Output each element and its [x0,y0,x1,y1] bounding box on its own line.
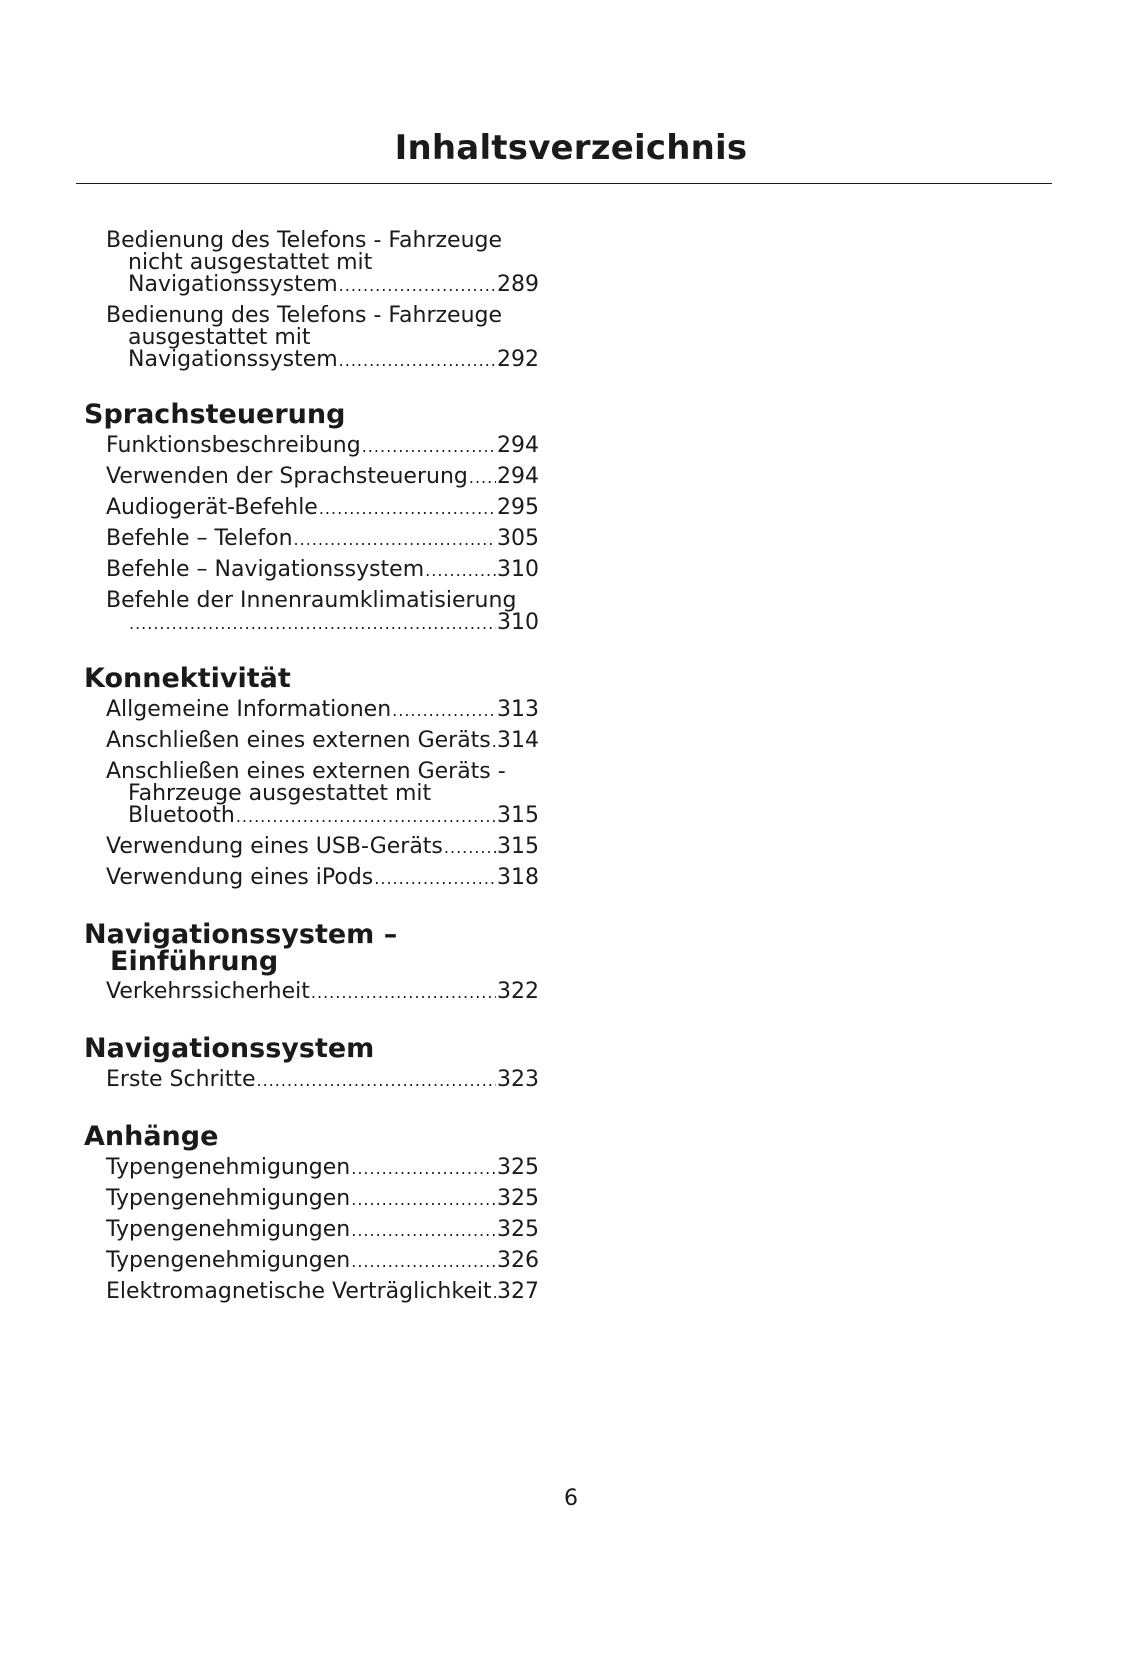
toc-entry-page: 325 [497,1217,539,1242]
toc-entry[interactable] [84,761,539,828]
toc-entry[interactable] [84,590,539,635]
toc-section-navigationssystem-einfuehrung [84,921,539,1004]
leader-dots [425,560,496,582]
section-heading: Konnektivität [84,663,291,694]
toc-entry[interactable] [84,466,539,489]
leader-dots [351,1189,496,1211]
toc-entry-page: 305 [497,526,539,551]
toc-entry[interactable] [84,1188,539,1211]
toc-entry[interactable] [84,435,539,458]
leader-dots [129,613,496,635]
leader-dots [444,837,496,859]
toc-entry[interactable] [84,497,539,520]
toc-entry[interactable] [84,1281,539,1304]
leader-dots [351,1220,496,1242]
page-title: Inhaltsverzeichnis [394,128,748,168]
toc-entry-label-line: Fahrzeuge ausgestattet mit [128,781,432,806]
toc-section-navigationssystem [84,1035,539,1092]
toc-entry-page: 325 [497,1186,539,1211]
toc-entry-page: 310 [497,610,539,635]
toc-entry-label-line: Anschließen eines externen Geräts - [106,759,506,784]
leader-dots [236,806,496,828]
toc-entry-label: Verwendung eines iPods [106,865,374,890]
toc-entry-page: 322 [497,979,539,1004]
toc-section-konnektivitaet [84,665,539,890]
leader-dots [493,1282,496,1304]
toc-entry-label: Verwenden der Sprachsteuerung [106,464,468,489]
toc-entry-label: Anschließen eines externen Geräts [106,728,491,753]
toc-entry-page: 315 [497,834,539,859]
toc-entry-label: Befehle – Telefon [106,526,293,551]
toc-entry-page: 295 [497,495,539,520]
toc-entry[interactable] [84,1157,539,1180]
section-heading: Navigationssystem [84,1033,375,1064]
toc-entry-page: 313 [497,697,539,722]
toc-entry-page: 318 [497,865,539,890]
toc-section-sprachsteuerung [84,401,539,635]
leader-dots [469,467,496,489]
toc-entry-label: Navigationssystem [128,347,338,372]
toc-entry-label: Befehle – Navigationssystem [106,557,425,582]
leader-dots [319,498,496,520]
toc-entry-label: Elektromagnetische Verträglichkeit [106,1279,492,1304]
toc-entry-label-line: ausgestattet mit [128,325,311,350]
leader-dots [339,275,496,297]
toc-entry-page: 292 [497,347,539,372]
toc-entry-page: 315 [497,803,539,828]
leader-dots [392,700,496,722]
page-number: 6 [564,1486,578,1511]
toc-entry-label: Allgemeine Informationen [106,697,392,722]
toc-entry-page: 314 [497,728,539,753]
leader-dots [339,350,496,372]
leader-dots [374,868,496,890]
toc-entry-label: Typengenehmigungen [106,1217,351,1242]
section-heading: Anhänge [84,1121,219,1152]
toc-entry-page: 310 [497,557,539,582]
toc-entry-page: 326 [497,1248,539,1273]
toc-entry[interactable] [84,730,539,753]
toc-entry-label: Typengenehmigungen [106,1155,351,1180]
toc-entry-page: 323 [497,1067,539,1092]
toc-entry-label: Verkehrssicherheit [106,979,310,1004]
leader-dots [257,1070,496,1092]
toc-entry-page: 294 [497,433,539,458]
toc-entry-label: Funktionsbeschreibung [106,433,361,458]
leader-dots [351,1251,496,1273]
toc-entry-telefon-mit-navi[interactable] [84,305,539,372]
toc-entry[interactable] [84,699,539,722]
toc-entry[interactable] [84,836,539,859]
leader-dots [311,982,496,1004]
leader-dots [362,436,496,458]
toc-entry-label: Typengenehmigungen [106,1248,351,1273]
toc-entry[interactable] [84,559,539,582]
toc-entry[interactable] [84,1069,539,1092]
toc-entry[interactable] [84,981,539,1004]
toc-entry-label: Befehle der Innenraumklimatisierung [106,588,517,613]
leader-dots [351,1158,496,1180]
table-of-contents [84,230,539,1304]
leader-dots [492,731,496,753]
leader-dots [294,529,496,551]
toc-entry[interactable] [84,867,539,890]
toc-entry-page: 325 [497,1155,539,1180]
toc-entry-telefon-ohne-navi[interactable] [84,230,539,297]
toc-entry-label: Verwendung eines USB-Geräts [106,834,443,859]
toc-entry-label-line: nicht ausgestattet mit [128,250,373,275]
section-heading: Sprachsteuerung [84,399,346,430]
toc-entry-page: 327 [497,1279,539,1304]
toc-entry-label-line: Bluetooth [128,803,235,828]
toc-section-anhaenge [84,1123,539,1304]
title-divider [76,183,1052,184]
section-heading: Navigationssystem – Einführung [84,919,398,977]
toc-entry-label: Erste Schritte [106,1067,256,1092]
toc-entry[interactable] [84,1250,539,1273]
toc-entry-label: Audiogerät-Befehle [106,495,318,520]
toc-entry[interactable] [84,528,539,551]
toc-entry-label-line: Bedienung des Telefons - Fahrzeuge [106,303,503,328]
toc-entry-page: 289 [497,272,539,297]
toc-entry[interactable] [84,1219,539,1242]
toc-entry-label-line: Bedienung des Telefons - Fahrzeuge [106,228,503,253]
toc-entry-label: Typengenehmigungen [106,1186,351,1211]
toc-entry-label: Navigationssystem [128,272,338,297]
toc-entry-page: 294 [497,464,539,489]
